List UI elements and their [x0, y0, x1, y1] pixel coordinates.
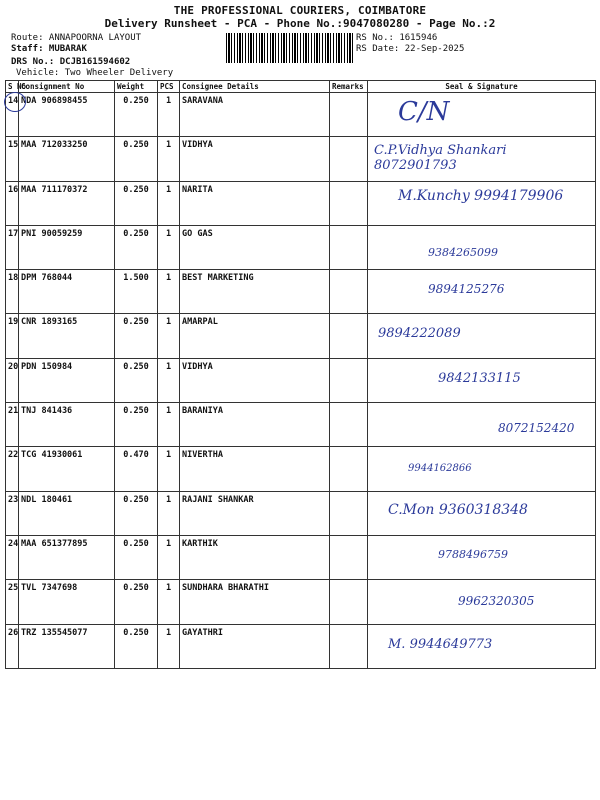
- row-remarks: [330, 225, 368, 269]
- row-sno: 21: [6, 403, 19, 447]
- row-consignment: MAA 711170372: [19, 181, 115, 225]
- row-consignee: GAYATHRI: [180, 624, 330, 668]
- row-pcs: 1: [158, 225, 180, 269]
- row-remarks: [330, 491, 368, 535]
- row-consignee: NARITA: [180, 181, 330, 225]
- row-sno: 22: [6, 447, 19, 491]
- row-signature: [368, 535, 596, 579]
- row-pcs: 1: [158, 535, 180, 579]
- row-weight: 1.500: [115, 270, 158, 314]
- table-row: [6, 93, 596, 137]
- row-consignee: VIDHYA: [180, 358, 330, 402]
- row-sno: 23: [6, 491, 19, 535]
- row-consignee: SUNDHARA BHARATHI: [180, 580, 330, 624]
- row-pcs: 1: [158, 403, 180, 447]
- row-sno: 16: [6, 181, 19, 225]
- row-weight: 0.250: [115, 137, 158, 181]
- row-consignment: CNR 1893165: [19, 314, 115, 358]
- table-row: [6, 137, 596, 181]
- handwritten-signature: 8072152420: [498, 421, 575, 436]
- row-remarks: [330, 270, 368, 314]
- row-remarks: [330, 447, 368, 491]
- row-consignee: SARAVANA: [180, 93, 330, 137]
- runsheet-table: [5, 80, 596, 669]
- row-sno: 17: [6, 225, 19, 269]
- row-pcs: 1: [158, 447, 180, 491]
- row-weight: 0.250: [115, 403, 158, 447]
- row-remarks: [330, 624, 368, 668]
- row-pcs: 1: [158, 491, 180, 535]
- row-consignment: TCG 41930061: [19, 447, 115, 491]
- handwritten-signature: 9894125276: [428, 282, 505, 297]
- row-signature: [368, 225, 596, 269]
- staff-label: Staff: MUBARAK: [11, 44, 87, 54]
- handwritten-signature: 9944162866: [408, 463, 472, 475]
- table-row: [6, 535, 596, 579]
- table-row: [6, 447, 596, 491]
- row-consignee: GO GAS: [180, 225, 330, 269]
- handwritten-signature: C.Mon 9360318348: [388, 501, 528, 518]
- row-signature: [368, 403, 596, 447]
- row-weight: 0.250: [115, 535, 158, 579]
- row-weight: 0.250: [115, 93, 158, 137]
- row-remarks: [330, 580, 368, 624]
- row-signature: [368, 624, 596, 668]
- row-weight: 0.250: [115, 491, 158, 535]
- row-sno: 18: [6, 270, 19, 314]
- row-consignee: RAJANI SHANKAR: [180, 491, 330, 535]
- row-signature: [368, 93, 596, 137]
- row-consignee: AMARPAL: [180, 314, 330, 358]
- row-pcs: 1: [158, 314, 180, 358]
- handwritten-signature: M.Kunchy 9994179906: [398, 187, 564, 204]
- row-signature: [368, 181, 596, 225]
- barcode: [226, 33, 354, 63]
- handwritten-signature: 9788496759: [438, 547, 508, 561]
- route-label: Route: ANNAPOORNA LAYOUT: [11, 33, 142, 43]
- handwritten-signature: 9842133115: [438, 370, 521, 386]
- row-consignment: DPM 768044: [19, 270, 115, 314]
- row-signature: [368, 314, 596, 358]
- table-row: [6, 580, 596, 624]
- handwritten-signature: 9384265099: [428, 245, 498, 259]
- handwritten-signature: 9894222089: [378, 326, 461, 342]
- table-header: [6, 81, 596, 93]
- table-row: [6, 403, 596, 447]
- row-signature: [368, 270, 596, 314]
- row-weight: 0.250: [115, 580, 158, 624]
- col-consignment: Consignment No: [19, 81, 115, 93]
- row-remarks: [330, 93, 368, 137]
- rs-date: RS Date: 22-Sep-2025: [356, 44, 465, 54]
- row-weight: 0.250: [115, 314, 158, 358]
- row-sno: 24: [6, 535, 19, 579]
- row-signature: [368, 447, 596, 491]
- row-consignment: TRZ 135545077: [19, 624, 115, 668]
- row-consignee: VIDHYA: [180, 137, 330, 181]
- row-weight: 0.250: [115, 225, 158, 269]
- row-sno: 19: [6, 314, 19, 358]
- row-pcs: 1: [158, 93, 180, 137]
- col-signature: Seal & Signature: [368, 81, 596, 93]
- row-remarks: [330, 535, 368, 579]
- col-pcs: PCS: [158, 81, 180, 93]
- col-weight: Weight: [115, 81, 158, 93]
- runsheet-subtitle: Delivery Runsheet - PCA - Phone No.:9047080280 - Page No.:2: [104, 17, 496, 30]
- row-sno: 20: [6, 358, 19, 402]
- row-pcs: 1: [158, 580, 180, 624]
- row-signature: [368, 358, 596, 402]
- row-pcs: 1: [158, 270, 180, 314]
- row-consignment: PDN 150984: [19, 358, 115, 402]
- row-consignee: BARANIYA: [180, 403, 330, 447]
- row-signature: [368, 137, 596, 181]
- row-remarks: [330, 314, 368, 358]
- row-consignment: NDL 180461: [19, 491, 115, 535]
- row-weight: 0.250: [115, 181, 158, 225]
- handwritten-signature: M. 9944649773: [388, 636, 493, 652]
- row-consignment: PNI 90059259: [19, 225, 115, 269]
- col-consignee: Consignee Details: [180, 81, 330, 93]
- row-pcs: 1: [158, 624, 180, 668]
- handwritten-signature: C/N: [398, 97, 450, 127]
- row-consignment: NDA 906898455: [19, 93, 115, 137]
- handwritten-signature: 9962320305: [458, 594, 535, 609]
- col-remarks: Remarks: [330, 81, 368, 93]
- row-pcs: 1: [158, 181, 180, 225]
- row-consignee: NIVERTHA: [180, 447, 330, 491]
- row-weight: 0.250: [115, 624, 158, 668]
- table-row: [6, 270, 596, 314]
- row-consignment: TVL 7347698: [19, 580, 115, 624]
- table-row: [6, 358, 596, 402]
- row-sno: 14: [6, 93, 19, 137]
- row-circle-mark: [4, 92, 26, 112]
- row-remarks: [330, 137, 368, 181]
- rs-number: RS No.: 1615946: [356, 33, 438, 43]
- col-sno: S No: [6, 81, 19, 93]
- row-pcs: 1: [158, 358, 180, 402]
- company-title: THE PROFESSIONAL COURIERS, COIMBATORE: [173, 4, 427, 17]
- row-remarks: [330, 358, 368, 402]
- row-sno: 26: [6, 624, 19, 668]
- table-row: [6, 181, 596, 225]
- row-signature: [368, 580, 596, 624]
- row-consignee: BEST MARKETING: [180, 270, 330, 314]
- row-sno: 15: [6, 137, 19, 181]
- table-row: [6, 314, 596, 358]
- row-remarks: [330, 403, 368, 447]
- row-consignee: KARTHIK: [180, 535, 330, 579]
- row-consignment: TNJ 841436: [19, 403, 115, 447]
- row-signature: [368, 491, 596, 535]
- table-row: [6, 491, 596, 535]
- row-remarks: [330, 181, 368, 225]
- table-row: [6, 225, 596, 269]
- row-weight: 0.250: [115, 358, 158, 402]
- drs-number: DRS No.: DCJB161594602: [11, 57, 131, 67]
- row-sno: 25: [6, 580, 19, 624]
- handwritten-signature: C.P.Vidhya Shankari 8072901793: [374, 143, 507, 174]
- row-weight: 0.470: [115, 447, 158, 491]
- table-row: [6, 624, 596, 668]
- vehicle-label: Vehicle: Two Wheeler Delivery: [16, 68, 174, 78]
- row-consignment: MAA 651377895: [19, 535, 115, 579]
- row-pcs: 1: [158, 137, 180, 181]
- row-consignment: MAA 712033250: [19, 137, 115, 181]
